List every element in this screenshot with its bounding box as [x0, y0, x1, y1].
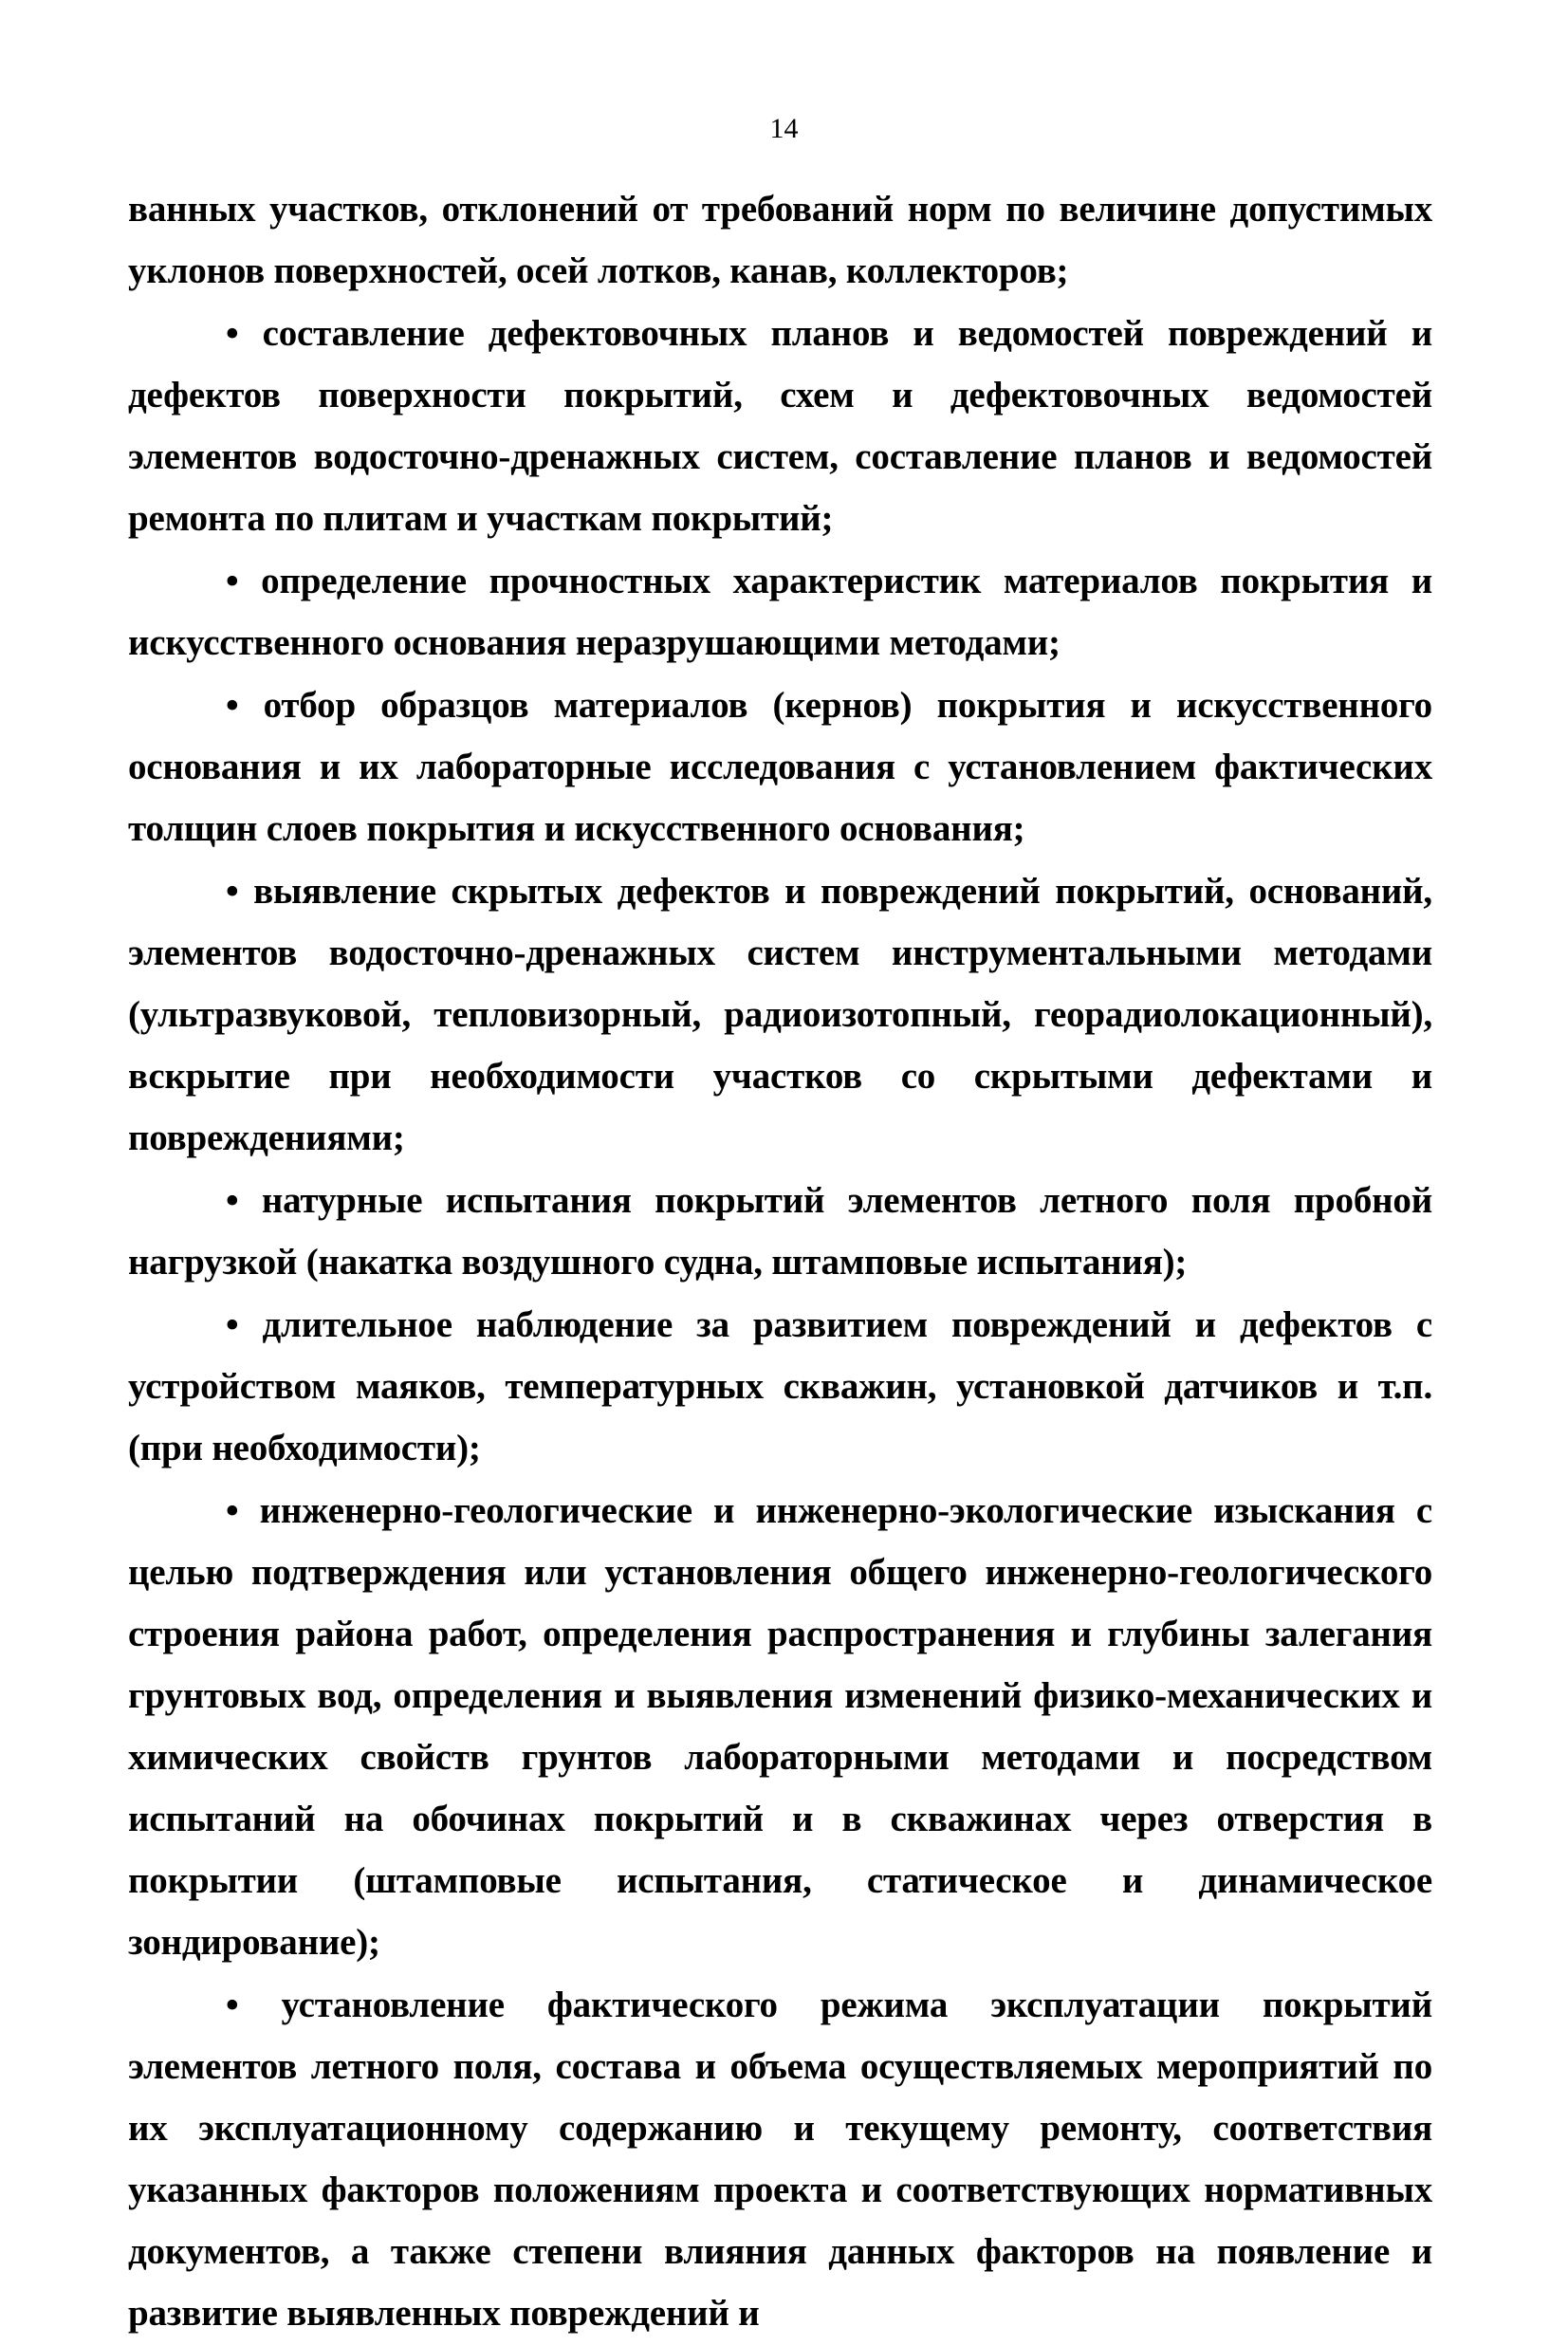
page-number: 14 [769, 113, 799, 144]
list-item-text: натурные испытания покрытий элементов летного поля пробной нагрузкой (накатка воздушного судна, штамповые испытания); [128, 1180, 1432, 1283]
list-item-text: инженерно-геологические и инженерно-экологические изыскания с целью подтверждения или установления общего инженерно-геологического строения района работ, определения распространения и глубины залегания грунтовых вод, определения и выявления изменений физико-механических и химических свойств грунтов лабораторными методами и посредством испытаний на обочинах покрытий и в скважинах через отверстия в покрытии (штамповые испытания, статическое и динамическое зондирование); [128, 1490, 1432, 1963]
bullet-icon: • [226, 1180, 239, 1221]
list-item [128, 1294, 1432, 1479]
list-item [128, 303, 1432, 549]
list-item-text: определение прочностных характеристик материалов покрытия и искусственного основания неразрушающими методами; [128, 561, 1432, 663]
list-item-text: выявление скрытых дефектов и повреждений покрытий, оснований, элементов водосточно-дренажных систем инструментальными методами (ультразвуковой, тепловизорный, радиоизотопный, георадиолокационный), вскрытие при необходимости участков со скрытыми дефектами и повреждениями; [128, 871, 1432, 1158]
list-item-text: отбор образцов материалов (кернов) покрытия и искусственного основания и их лабораторные исследования с установлением фактических толщин слоев покрытия и искусственного основания; [128, 685, 1432, 849]
paragraph-text: ванных участков, отклонений от требований норм по величине допустимых уклонов поверхностей, осей лотков, канав, коллекторов; [128, 189, 1432, 291]
list-item-text: установление фактического режима эксплуатации покрытий элементов летного поля, состава и объема осуществляемых мероприятий по их эксплуатационному содержанию и текущему ремонту, соответствия указанных факторов положениям проекта и соответствующих нормативных документов, а также степени влияния данных факторов на появление и развитие выявленных повреждений и [128, 1985, 1432, 2334]
document-body [128, 178, 1432, 2345]
paragraph-continuation [128, 178, 1432, 302]
list-item [128, 674, 1432, 859]
bullet-icon: • [226, 1304, 239, 1345]
list-item [128, 860, 1432, 1169]
list-item [128, 1974, 1432, 2344]
list-item [128, 550, 1432, 674]
bullet-icon: • [226, 685, 239, 726]
bullet-icon: • [226, 871, 239, 912]
bullet-icon: • [226, 1985, 239, 2025]
bullet-icon: • [226, 561, 239, 601]
list-item-text: длительное наблюдение за развитием повреждений и дефектов с устройством маяков, температурных скважин, установкой датчиков и т.п. (при необходимости); [128, 1304, 1432, 1468]
bullet-icon: • [226, 313, 239, 354]
list-item-text: составление дефектовочных планов и ведомостей повреждений и дефектов поверхности покрытий, схем и дефектовочных ведомостей элементов водосточно-дренажных систем, составление планов и ведомостей ремонта по плитам и участкам покрытий; [128, 313, 1432, 539]
list-item [128, 1170, 1432, 1293]
list-item [128, 1480, 1432, 1973]
bullet-icon: • [226, 1490, 239, 1531]
